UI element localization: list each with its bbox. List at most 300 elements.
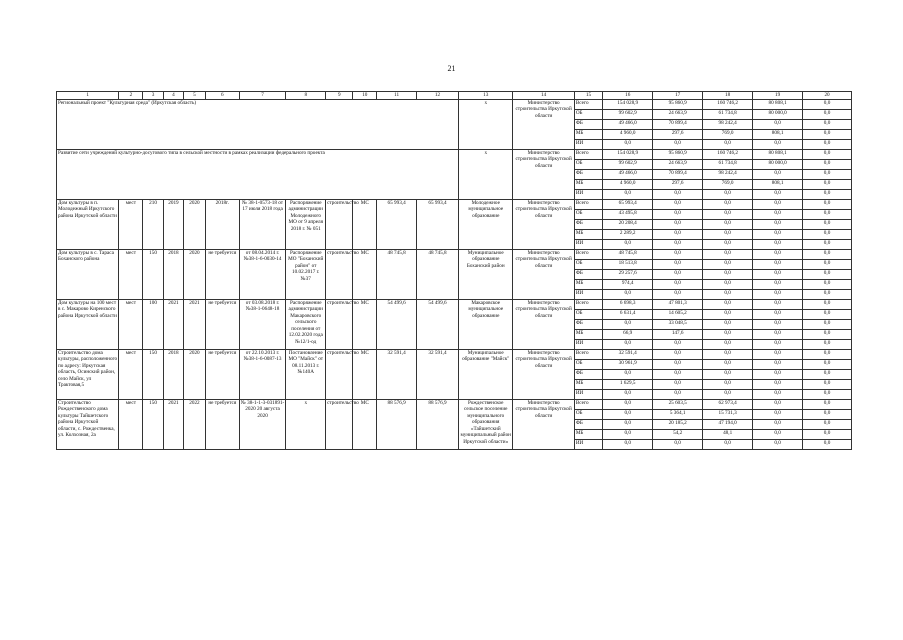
funding-source: ИИ xyxy=(574,139,602,149)
funding-value: 0,0 xyxy=(753,219,803,229)
funding-value: 769,0 xyxy=(703,129,753,139)
section-row xyxy=(57,99,852,109)
funding-value: 0,0 xyxy=(703,319,753,329)
funding-value: 0,0 xyxy=(653,219,703,229)
funding-value: 0,0 xyxy=(603,289,653,299)
funding-value: 99 602,9 xyxy=(603,159,653,169)
funding-value: 0,0 xyxy=(803,129,852,139)
funding-value: 0,0 xyxy=(653,189,703,199)
funding-value: 0,0 xyxy=(703,369,753,379)
object-c3: 210 xyxy=(143,199,163,249)
column-number: 15 xyxy=(574,92,602,100)
funding-value: 61 734,8 xyxy=(703,109,753,119)
funding-value: 0,0 xyxy=(803,319,852,329)
object-c8: Распоряжение МО "Боханский район" от 10.02.2017 г. №37 xyxy=(286,249,326,299)
funding-value: 62 973,4 xyxy=(703,399,753,409)
funding-value: 65 993,4 xyxy=(603,199,653,209)
funding-value: 0,0 xyxy=(753,329,803,339)
funding-source: Всего xyxy=(574,249,602,259)
object-c10: МС xyxy=(353,399,377,449)
funding-value: 49 466,0 xyxy=(603,169,653,179)
funding-value: 49 466,0 xyxy=(603,119,653,129)
object-c13: Муниципальное образование Боханский район xyxy=(458,249,513,299)
object-c12: 48 745,8 xyxy=(416,249,458,299)
funding-value: 0,0 xyxy=(703,189,753,199)
funding-source: ФБ xyxy=(574,269,602,279)
funding-value: 48,1 xyxy=(703,429,753,439)
funding-value: 0,0 xyxy=(653,389,703,399)
funding-value: 0,0 xyxy=(803,279,852,289)
funding-value: 0,0 xyxy=(653,139,703,149)
funding-value: 0,0 xyxy=(603,439,653,449)
funding-value: 0,0 xyxy=(603,419,653,429)
funding-value: 0,0 xyxy=(803,269,852,279)
object-row xyxy=(57,249,852,259)
funding-value: 0,0 xyxy=(803,199,852,209)
object-name: Дом культуры в п. Молодежный Иркутского района Иркутской области xyxy=(57,199,119,249)
funding-value: 0,0 xyxy=(753,319,803,329)
funding-value: 0,0 xyxy=(803,209,852,219)
funding-source: МБ xyxy=(574,429,602,439)
object-row xyxy=(57,399,852,409)
funding-value: 0,0 xyxy=(803,359,852,369)
funding-source: ОБ xyxy=(574,209,602,219)
funding-value: 80 000,0 xyxy=(753,159,803,169)
funding-value: 0,0 xyxy=(753,299,803,309)
object-c12: 32 591,4 xyxy=(416,349,458,399)
funding-value: 48 745,8 xyxy=(603,249,653,259)
funding-value: 0,0 xyxy=(703,299,753,309)
funding-value: 0,0 xyxy=(603,369,653,379)
funding-value: 54,2 xyxy=(653,429,703,439)
funding-value: 2 289,2 xyxy=(603,229,653,239)
funding-value: 0,0 xyxy=(753,399,803,409)
object-row xyxy=(57,299,852,309)
funding-value: 0,0 xyxy=(803,409,852,419)
funding-value: 98 242,4 xyxy=(703,119,753,129)
funding-source: МБ xyxy=(574,129,602,139)
column-number: 3 xyxy=(143,92,163,100)
funding-value: 20 185,2 xyxy=(653,419,703,429)
object-c11: 32 591,4 xyxy=(377,349,417,399)
funding-value: 0,0 xyxy=(653,339,703,349)
funding-value: 154 028,9 xyxy=(603,149,653,159)
column-number: 7 xyxy=(239,92,286,100)
funding-value: 0,0 xyxy=(753,229,803,239)
funding-value: 0,0 xyxy=(703,249,753,259)
funding-value: 0,0 xyxy=(753,379,803,389)
object-c13: Молодежное муниципальное образование xyxy=(458,199,513,249)
object-c9: строительство xyxy=(326,399,353,449)
funding-source: ИИ xyxy=(574,289,602,299)
funding-value: 0,0 xyxy=(703,259,753,269)
object-c10: МС xyxy=(353,349,377,399)
funding-value: 297,6 xyxy=(653,179,703,189)
funding-value: 0,0 xyxy=(653,359,703,369)
object-c6: не требуется xyxy=(205,349,239,399)
funding-value: 0,0 xyxy=(803,429,852,439)
object-c5: 2020 xyxy=(184,199,206,249)
column-number: 13 xyxy=(458,92,513,100)
funding-value: 0,0 xyxy=(603,339,653,349)
funding-value: 30 961,9 xyxy=(603,359,653,369)
funding-value: 0,0 xyxy=(653,349,703,359)
object-c8: Постановление МО "Майск" от 08.11.2013 г. №140А xyxy=(286,349,326,399)
object-c7: от 03.08.2018 г. №38-1-0648-18 xyxy=(239,299,286,349)
funding-value: 0,0 xyxy=(803,389,852,399)
funding-value: 0,0 xyxy=(753,279,803,289)
funding-value: 0,0 xyxy=(703,279,753,289)
funding-value: 0,0 xyxy=(703,269,753,279)
object-c2: мест xyxy=(119,399,143,449)
object-c2: мест xyxy=(119,199,143,249)
funding-value: 0,0 xyxy=(603,429,653,439)
funding-value: 0,0 xyxy=(653,439,703,449)
funding-value: 0,0 xyxy=(753,169,803,179)
funding-source: ИИ xyxy=(574,439,602,449)
funding-value: 0,0 xyxy=(653,289,703,299)
section-customer: Министерство строительства Иркутской области xyxy=(513,149,574,199)
funding-value: 47 194,0 xyxy=(703,419,753,429)
funding-value: 0,0 xyxy=(703,219,753,229)
funding-value: 0,0 xyxy=(753,349,803,359)
funding-value: 4 960,0 xyxy=(603,129,653,139)
funding-source: МБ xyxy=(574,179,602,189)
funding-value: 0,0 xyxy=(653,229,703,239)
object-c5: 2020 xyxy=(184,349,206,399)
funding-value: 0,0 xyxy=(803,309,852,319)
column-number: 8 xyxy=(286,92,326,100)
funding-value: 6 631,4 xyxy=(603,309,653,319)
funding-value: 47 801,3 xyxy=(653,299,703,309)
object-name: Дом культуры на 100 мест в с. Макарово Киренского района Иркутской области xyxy=(57,299,119,349)
section-row xyxy=(57,149,852,159)
column-number: 17 xyxy=(653,92,703,100)
funding-value: 0,0 xyxy=(753,339,803,349)
object-c6: не требуется xyxy=(205,249,239,299)
object-c10: МС xyxy=(353,249,377,299)
funding-value: 0,0 xyxy=(603,189,653,199)
funding-value: 0,0 xyxy=(653,269,703,279)
funding-value: 43 495,8 xyxy=(603,209,653,219)
object-c9: строительство xyxy=(326,349,353,399)
object-c7: № 38-1-0573-18 от 17 июля 2018 года xyxy=(239,199,286,249)
funding-source: МБ xyxy=(574,279,602,289)
funding-value: 1 629,5 xyxy=(603,379,653,389)
funding-value: 0,0 xyxy=(703,289,753,299)
funding-value: 24 663,9 xyxy=(653,109,703,119)
funding-value: 0,0 xyxy=(753,359,803,369)
funding-source: Всего xyxy=(574,149,602,159)
funding-value: 0,0 xyxy=(653,369,703,379)
funding-value: 0,0 xyxy=(803,439,852,449)
funding-value: 0,0 xyxy=(603,319,653,329)
object-c12: 65 993,4 xyxy=(416,199,458,249)
funding-value: 70 899,4 xyxy=(653,119,703,129)
funding-value: 297,6 xyxy=(653,129,703,139)
object-c5: 2021 xyxy=(184,299,206,349)
funding-value: 6 698,3 xyxy=(603,299,653,309)
funding-source: ФБ xyxy=(574,169,602,179)
funding-source: ОБ xyxy=(574,159,602,169)
funding-value: 0,0 xyxy=(753,239,803,249)
object-c2: мест xyxy=(119,249,143,299)
column-number: 18 xyxy=(703,92,753,100)
funding-value: 61 734,8 xyxy=(703,159,753,169)
funding-value: 0,0 xyxy=(803,379,852,389)
object-c13: Макаровское муниципальное образование xyxy=(458,299,513,349)
funding-value: 0,0 xyxy=(803,219,852,229)
funding-value: 0,0 xyxy=(803,259,852,269)
funding-source: Всего xyxy=(574,349,602,359)
funding-value: 24 663,9 xyxy=(653,159,703,169)
funding-source: ОБ xyxy=(574,359,602,369)
column-number: 14 xyxy=(513,92,574,100)
column-number: 9 xyxy=(326,92,353,100)
funding-value: 14 605,2 xyxy=(653,309,703,319)
column-number: 1 xyxy=(57,92,119,100)
funding-value: 95 860,9 xyxy=(653,99,703,109)
object-c4: 2018 xyxy=(163,249,183,299)
funding-value: 0,0 xyxy=(753,429,803,439)
funding-value: 0,0 xyxy=(803,189,852,199)
object-c13: Муниципальное образование "Майск" xyxy=(458,349,513,399)
funding-source: ИИ xyxy=(574,389,602,399)
funding-value: 0,0 xyxy=(753,139,803,149)
funding-value: 0,0 xyxy=(653,279,703,289)
object-name: Строительство дома культуры, расположенного по адресу: Иркутская область, Осинский район, село Майск, ул Трактовая,5 xyxy=(57,349,119,399)
object-c13: Рождественское сельское поселение муниципального образования «Тайшетский муниципальный район Иркутской области» xyxy=(458,399,513,449)
column-number: 12 xyxy=(416,92,458,100)
funding-value: 0,0 xyxy=(803,249,852,259)
section-customer: Министерство строительства Иркутской области xyxy=(513,99,574,149)
column-number: 20 xyxy=(803,92,852,100)
funding-value: 80 808,1 xyxy=(753,149,803,159)
funding-value: 769,0 xyxy=(703,179,753,189)
object-c3: 150 xyxy=(143,349,163,399)
funding-value: 0,0 xyxy=(703,389,753,399)
funding-value: 0,0 xyxy=(753,269,803,279)
object-c6: не требуется xyxy=(205,299,239,349)
object-c3: 150 xyxy=(143,399,163,449)
object-c12: 88 576,9 xyxy=(416,399,458,449)
object-name: Дом культуры в с. Тараса Боханского района xyxy=(57,249,119,299)
funding-source: ИИ xyxy=(574,339,602,349)
funding-value: 160 746,2 xyxy=(703,149,753,159)
funding-value: 80 808,1 xyxy=(753,99,803,109)
funding-source: ОБ xyxy=(574,309,602,319)
funding-value: 0,0 xyxy=(703,139,753,149)
funding-value: 0,0 xyxy=(803,419,852,429)
funding-value: 0,0 xyxy=(803,159,852,169)
funding-value: 0,0 xyxy=(803,169,852,179)
funding-value: 0,0 xyxy=(703,199,753,209)
object-c7: № 38-1-1-3-031891-2020 20 августа 2020 xyxy=(239,399,286,449)
column-number: 2 xyxy=(119,92,143,100)
column-number: 11 xyxy=(377,92,417,100)
object-c10: МС xyxy=(353,199,377,249)
object-c9: строительство xyxy=(326,199,353,249)
funding-value: 29 257,6 xyxy=(603,269,653,279)
column-number: 4 xyxy=(163,92,183,100)
object-c4: 2018 xyxy=(163,349,183,399)
funding-value: 0,0 xyxy=(703,329,753,339)
funding-source: МБ xyxy=(574,379,602,389)
funding-value: 15 731,3 xyxy=(703,409,753,419)
funding-value: 0,0 xyxy=(703,209,753,219)
funding-source: ФБ xyxy=(574,119,602,129)
object-c8: x xyxy=(286,399,326,449)
funding-value: 0,0 xyxy=(803,239,852,249)
funding-value: 0,0 xyxy=(803,329,852,339)
object-c10: МС xyxy=(353,299,377,349)
funding-value: 0,0 xyxy=(803,139,852,149)
funding-value: 0,0 xyxy=(803,179,852,189)
funding-value: 974,4 xyxy=(603,279,653,289)
funding-source: Всего xyxy=(574,99,602,109)
funding-value: 33 048,5 xyxy=(653,319,703,329)
funding-value: 0,0 xyxy=(603,399,653,409)
object-c3: 150 xyxy=(143,249,163,299)
object-c14: Министерство строительства Иркутской области xyxy=(513,299,574,349)
funding-value: 0,0 xyxy=(603,139,653,149)
column-number: 16 xyxy=(603,92,653,100)
funding-value: 0,0 xyxy=(603,409,653,419)
funding-value: 0,0 xyxy=(803,339,852,349)
object-c11: 88 576,9 xyxy=(377,399,417,449)
funding-value: 20 208,4 xyxy=(603,219,653,229)
funding-value: 0,0 xyxy=(803,349,852,359)
funding-source: ОБ xyxy=(574,409,602,419)
funding-value: 70 899,4 xyxy=(653,169,703,179)
funding-source: Всего xyxy=(574,199,602,209)
object-c11: 54 499,6 xyxy=(377,299,417,349)
object-c6: не требуется xyxy=(205,399,239,449)
column-number: 5 xyxy=(184,92,206,100)
funding-value: 0,0 xyxy=(653,379,703,389)
object-c6: 2018г. xyxy=(205,199,239,249)
funding-value: 154 028,9 xyxy=(603,99,653,109)
section-title: Развитие сети учреждений культурно-досугового типа в сельской местности в рамках реализации федерального проекта xyxy=(57,149,459,199)
section-title: Региональный проект "Культурная среда" (Иркутская область) xyxy=(57,99,459,149)
object-c8: Распоряжение администрации Молодежного МО от 9 апреля 2018 г. № 051 xyxy=(286,199,326,249)
object-c14: Министерство строительства Иркутской области xyxy=(513,249,574,299)
funding-value: 18 513,8 xyxy=(603,259,653,269)
object-c2: мест xyxy=(119,299,143,349)
funding-value: 0,0 xyxy=(603,389,653,399)
object-c5: 2022 xyxy=(184,399,206,449)
funding-value: 99 602,9 xyxy=(603,109,653,119)
funding-value: 0,0 xyxy=(753,309,803,319)
funding-value: 0,0 xyxy=(753,189,803,199)
section-executor: x xyxy=(458,99,513,149)
funding-value: 0,0 xyxy=(653,199,703,209)
object-c7: от 08.04.2014 г. №38-1-6-0030-14 xyxy=(239,249,286,299)
funding-value: 95 860,9 xyxy=(653,149,703,159)
funding-value: 5 364,1 xyxy=(653,409,703,419)
object-c14: Министерство строительства Иркутской области xyxy=(513,199,574,249)
funding-value: 0,0 xyxy=(803,229,852,239)
object-c14: Министерство строительства Иркутской области xyxy=(513,349,574,399)
funding-value: 0,0 xyxy=(803,119,852,129)
object-c9: строительство xyxy=(326,249,353,299)
column-number: 10 xyxy=(353,92,377,100)
funding-value: 0,0 xyxy=(703,239,753,249)
funding-value: 0,0 xyxy=(653,259,703,269)
object-c14: Министерство строительства Иркутской области xyxy=(513,399,574,449)
object-c8: Распоряжение администрации Макаровского сельского поселения от 12.02.2020 года №12/1-од xyxy=(286,299,326,349)
funding-value: 0,0 xyxy=(803,99,852,109)
funding-source: Всего xyxy=(574,399,602,409)
funding-value: 32 591,4 xyxy=(603,349,653,359)
funding-value: 0,0 xyxy=(653,209,703,219)
funding-source: МБ xyxy=(574,329,602,339)
program-table xyxy=(56,91,852,450)
funding-value: 0,0 xyxy=(753,369,803,379)
funding-value: 0,0 xyxy=(753,209,803,219)
funding-source: ФБ xyxy=(574,219,602,229)
object-c11: 48 745,8 xyxy=(377,249,417,299)
funding-value: 0,0 xyxy=(753,439,803,449)
funding-value: 25 603,5 xyxy=(653,399,703,409)
page-number: 21 xyxy=(447,64,456,73)
object-row xyxy=(57,349,852,359)
funding-value: 0,0 xyxy=(753,259,803,269)
funding-value: 0,0 xyxy=(703,379,753,389)
funding-value: 4 960,0 xyxy=(603,179,653,189)
funding-value: 98 242,4 xyxy=(703,169,753,179)
funding-value: 0,0 xyxy=(753,119,803,129)
object-c7: от 22.10.2013 г. №38-1-6-0087-13 xyxy=(239,349,286,399)
funding-value: 0,0 xyxy=(803,109,852,119)
object-c12: 54 499,6 xyxy=(416,299,458,349)
object-c4: 2021 xyxy=(163,399,183,449)
funding-value: 0,0 xyxy=(653,239,703,249)
funding-value: 0,0 xyxy=(803,299,852,309)
funding-value: 0,0 xyxy=(603,239,653,249)
funding-source: ИИ xyxy=(574,189,602,199)
funding-value: 0,0 xyxy=(803,369,852,379)
column-number: 6 xyxy=(205,92,239,100)
object-c4: 2019 xyxy=(163,199,183,249)
funding-value: 0,0 xyxy=(753,249,803,259)
funding-source: ОБ xyxy=(574,259,602,269)
object-name: Строительство Рождественского дома культуры Тайшетского района Иркутской области, с. Рождественка, ул. Колхозная, 2а xyxy=(57,399,119,449)
funding-value: 160 746,2 xyxy=(703,99,753,109)
funding-value: 0,0 xyxy=(703,439,753,449)
funding-value: 0,0 xyxy=(653,249,703,259)
funding-value: 0,0 xyxy=(753,409,803,419)
funding-value: 808,1 xyxy=(753,129,803,139)
object-c2: мест xyxy=(119,349,143,399)
object-c11: 65 993,4 xyxy=(377,199,417,249)
object-c9: строительство xyxy=(326,299,353,349)
column-number-row xyxy=(57,92,852,100)
column-number: 19 xyxy=(753,92,803,100)
funding-source: ОБ xyxy=(574,109,602,119)
object-c5: 2020 xyxy=(184,249,206,299)
funding-value: 0,0 xyxy=(753,419,803,429)
funding-value: 147,6 xyxy=(653,329,703,339)
funding-source: МБ xyxy=(574,229,602,239)
funding-source: Всего xyxy=(574,299,602,309)
object-c4: 2021 xyxy=(163,299,183,349)
funding-value: 0,0 xyxy=(803,289,852,299)
funding-value: 0,0 xyxy=(803,149,852,159)
funding-source: ФБ xyxy=(574,419,602,429)
object-row xyxy=(57,199,852,209)
funding-value: 808,1 xyxy=(753,179,803,189)
